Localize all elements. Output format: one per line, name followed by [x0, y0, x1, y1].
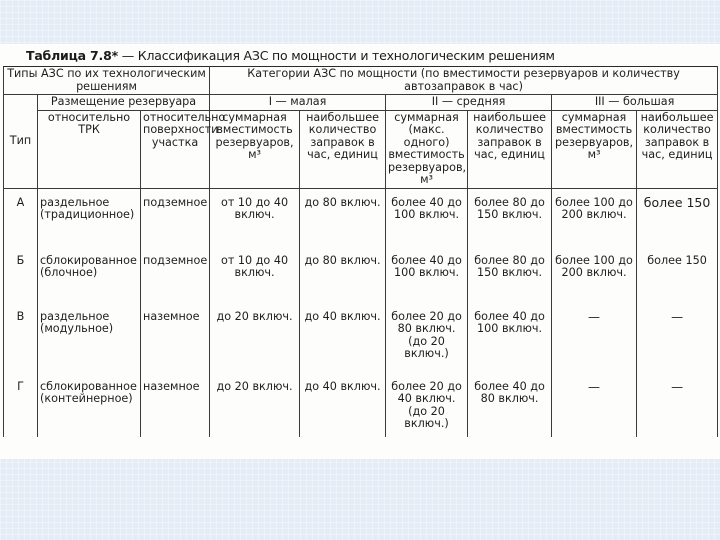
table-row: [4, 373, 718, 437]
table-number: Таблица 7.8*: [26, 48, 118, 63]
row-trk-placement: сблокированное (блочное): [38, 247, 141, 303]
header-c1-refuels: наибольшее количество заправок в час, единиц: [300, 110, 386, 188]
row-c3-refuels: —: [637, 373, 718, 437]
row-c1-refuels: до 80 включ.: [300, 247, 386, 303]
classification-table: [3, 66, 718, 437]
row-surface-placement: наземное: [141, 303, 210, 373]
row-c3-capacity: более 100 до 200 включ.: [552, 247, 637, 303]
row-type: Г: [4, 373, 38, 437]
table-title: — Классификация АЗС по мощности и технологическим решениям: [121, 48, 555, 63]
row-c3-refuels: более 150: [637, 247, 718, 303]
row-c2-capacity: более 40 до 100 включ.: [386, 247, 468, 303]
row-c1-refuels: до 80 включ.: [300, 189, 386, 247]
table-row: [4, 247, 718, 303]
header-c2-refuels: наибольшее количество заправок в час, единиц: [468, 110, 552, 188]
row-c1-capacity: до 20 включ.: [210, 373, 300, 437]
row-c3-refuels: более 150: [637, 189, 718, 247]
row-trk-placement: раздельное (модульное): [38, 303, 141, 373]
row-c2-refuels: более 80 до 150 включ.: [468, 189, 552, 247]
row-type: В: [4, 303, 38, 373]
row-c2-refuels: более 80 до 150 включ.: [468, 247, 552, 303]
row-surface-placement: наземное: [141, 373, 210, 437]
row-c2-capacity: более 20 до 40 включ. (до 20 включ.): [386, 373, 468, 437]
row-c3-capacity: —: [552, 373, 637, 437]
row-c3-capacity: более 100 до 200 включ.: [552, 189, 637, 247]
header-relative-surface: относительно поверхности участка: [141, 110, 210, 188]
row-type: Б: [4, 247, 38, 303]
row-c1-capacity: до 20 включ.: [210, 303, 300, 373]
row-c3-refuels: —: [637, 303, 718, 373]
row-c1-capacity: от 10 до 40 включ.: [210, 189, 300, 247]
row-surface-placement: подземное: [141, 247, 210, 303]
header-c2-capacity: суммарная (макс. одного) вместимость резервуаров, м³: [386, 110, 468, 188]
row-c1-capacity: от 10 до 40 включ.: [210, 247, 300, 303]
table-row: [4, 189, 718, 247]
header-type-col: Тип: [4, 95, 38, 189]
header-placement-group: Размещение резервуара: [38, 95, 210, 111]
table-row: [4, 303, 718, 373]
row-c1-refuels: до 40 включ.: [300, 373, 386, 437]
row-c2-refuels: более 40 до 100 включ.: [468, 303, 552, 373]
row-trk-placement: раздельное (традиционное): [38, 189, 141, 247]
row-trk-placement: сблокированное (контейнерное): [38, 373, 141, 437]
row-surface-placement: подземное: [141, 189, 210, 247]
header-category-1: I — малая: [210, 95, 386, 111]
header-categories-group: Категории АЗС по мощности (по вместимости резервуаров и количеству автозаправок в час): [210, 67, 718, 95]
header-category-3: III — большая: [552, 95, 718, 111]
header-c1-capacity: суммарная вместимость резервуаров, м³: [210, 110, 300, 188]
header-relative-trk: относительно ТРК: [38, 110, 141, 188]
row-c1-refuels: до 40 включ.: [300, 303, 386, 373]
header-category-2: II — средняя: [386, 95, 552, 111]
table-caption: [26, 48, 716, 63]
row-c2-capacity: более 40 до 100 включ.: [386, 189, 468, 247]
row-c2-refuels: более 40 до 80 включ.: [468, 373, 552, 437]
row-c3-capacity: —: [552, 303, 637, 373]
header-types-group: Типы АЗС по их технологическим решениям: [4, 67, 210, 95]
header-c3-refuels: наибольшее количество заправок в час, единиц: [637, 110, 718, 188]
header-c3-capacity: суммарная вместимость резервуаров, м³: [552, 110, 637, 188]
row-type: А: [4, 189, 38, 247]
row-c2-capacity: более 20 до 80 включ. (до 20 включ.): [386, 303, 468, 373]
